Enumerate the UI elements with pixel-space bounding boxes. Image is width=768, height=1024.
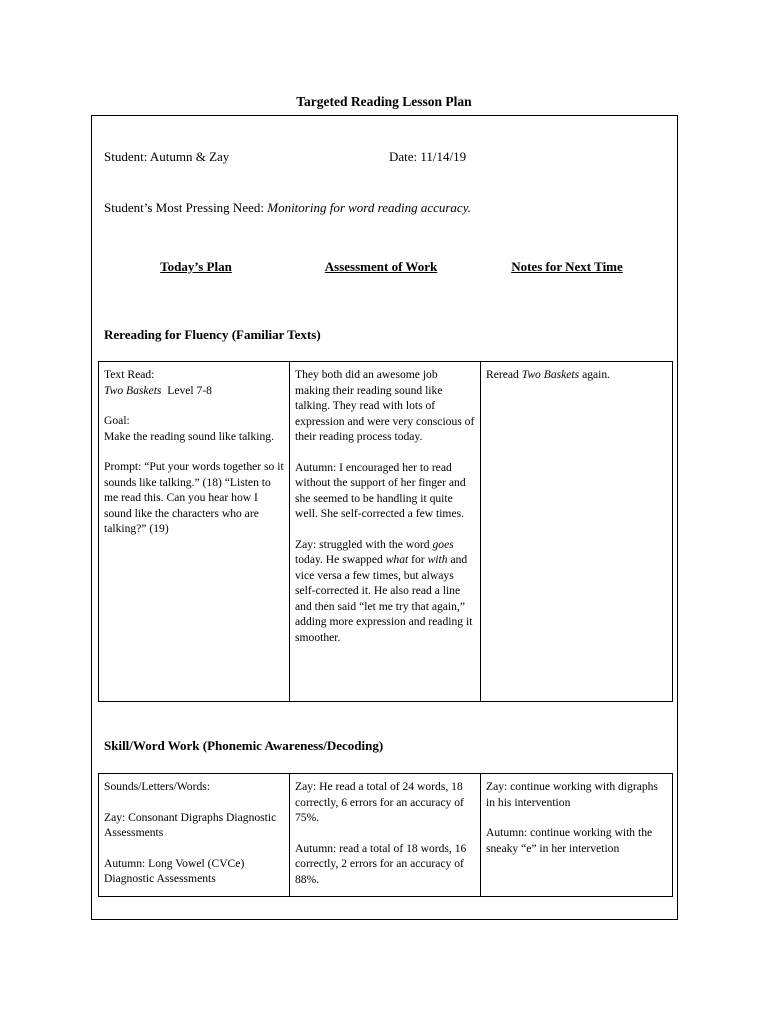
assessment-paragraph-zay: Zay: He read a total of 24 words, 18 correctly, 6 errors for an accuracy of 75%.	[295, 780, 464, 824]
document-title: Targeted Reading Lesson Plan	[296, 94, 472, 109]
assessment-cell	[290, 774, 481, 897]
text-run: Zay: struggled with the word	[295, 537, 433, 551]
text-read-label: Text Read:	[104, 368, 155, 381]
book-title: Two Baskets	[104, 383, 162, 397]
notes-paragraph-zay: Zay: continue working with digraphs in his intervention	[486, 780, 658, 809]
notes-cell	[481, 362, 673, 702]
goal-label: Goal:	[104, 414, 130, 427]
assessment-paragraph-autumn: Autumn: read a total of 18 words, 16 correctly, 2 errors for an accuracy of 88%.	[295, 841, 467, 886]
plan-paragraph: Sounds/Letters/Words:	[104, 780, 210, 793]
goal-block	[104, 413, 284, 444]
plan-paragraph-autumn: Autumn: Long Vowel (CVCe) Diagnostic Assessments	[104, 856, 245, 885]
lesson-plan-frame	[91, 115, 678, 920]
column-header-assessment: Assessment of Work	[324, 259, 438, 274]
assessment-cell	[290, 362, 481, 702]
plan-cell	[99, 362, 290, 702]
assessment-paragraph-autumn: Autumn: I encouraged her to read without the support of her finger and she seemed to be handling it quite well. She self-corrected a few times.	[295, 460, 466, 520]
column-header-notes: Notes for Next Time	[511, 259, 623, 274]
date-field: Date: 11/14/19	[389, 149, 467, 164]
book-level: Level 7-8	[167, 383, 212, 397]
column-header-todays-plan: Today’s Plan	[160, 259, 232, 274]
word-what: what	[385, 553, 409, 566]
text-run: again.	[579, 368, 611, 381]
plan-cell	[99, 774, 290, 897]
assessment-paragraph-zay	[295, 537, 475, 646]
need-value: Monitoring for word reading accuracy.	[267, 200, 472, 215]
skill-word-work-table	[98, 773, 673, 897]
word-with: with	[427, 553, 448, 566]
word-goes: goes	[432, 537, 454, 551]
text-run: today. He swapped	[295, 553, 386, 566]
book-line	[104, 383, 284, 399]
text-run: and vice versa a few times, but always self-corrected it. He also read a line and then said “let me try that again,” adding more expression and reading it smoother.	[295, 553, 473, 644]
student-field: Student: Autumn & Zay	[104, 149, 230, 164]
notes-text	[486, 367, 667, 383]
table-row	[99, 774, 673, 897]
need-label: Student’s Most Pressing Need:	[104, 200, 268, 215]
book-title: Two Baskets	[521, 368, 580, 381]
assessment-paragraph: They both did an awesome job making their reading sound like talking. They read with lots of expression and were very conscious of their reading process today.	[295, 368, 475, 443]
rereading-table	[98, 361, 673, 702]
pressing-need	[104, 200, 471, 216]
section-title-skill-word-work: Skill/Word Work (Phonemic Awareness/Decoding)	[104, 738, 384, 753]
text-run: Reread	[486, 368, 522, 381]
prompt-text: Prompt: “Put your words together so it sounds like talking.” (18) “Listen to me read this. Can you hear how I sound like the characters who are talking?” (19)	[104, 460, 284, 535]
table-row	[99, 362, 673, 702]
notes-paragraph-autumn: Autumn: continue working with the sneaky “e” in her intervetion	[486, 826, 653, 855]
goal-text: Make the reading sound like talking.	[104, 429, 275, 443]
text-run: for	[408, 553, 428, 566]
plan-paragraph-zay: Zay: Consonant Digraphs Diagnostic Assessments	[104, 810, 277, 839]
notes-cell	[481, 774, 673, 897]
text-read-block	[104, 367, 284, 398]
section-title-rereading: Rereading for Fluency (Familiar Texts)	[104, 327, 321, 342]
